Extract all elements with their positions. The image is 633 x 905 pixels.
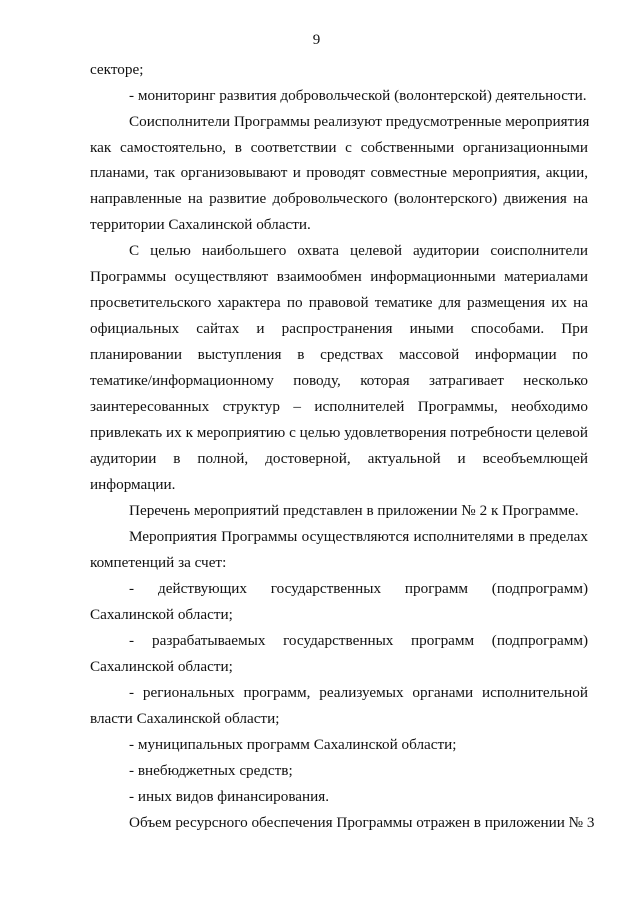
text-line: Перечень мероприятий представлен в приложении № 2 к Программе.	[129, 502, 579, 519]
text-line: просветительского характера по правовой тематике для размещения их на	[90, 294, 588, 311]
text-line: Объем ресурсного обеспечения Программы отражен в приложении № 3	[129, 814, 595, 831]
text-line: планировании выступления в средствах массовой информации по	[90, 346, 588, 363]
text-line: информации.	[90, 476, 176, 493]
text-line: действующих государственных программ (подпрограмм)	[158, 580, 588, 597]
text-line: Мероприятия Программы осуществляются исполнителями в пределах	[129, 528, 588, 545]
list-dash: -	[129, 580, 135, 597]
text-line: аудитории в полной, достоверной, актуальной и всеобъемлющей	[90, 450, 588, 467]
text-line: - региональных программ, реализуемых органами исполнительной	[129, 684, 588, 701]
text-line: власти Сахалинской области;	[90, 710, 280, 727]
list-dash: -	[129, 632, 135, 649]
text-line: территории Сахалинской области.	[90, 216, 311, 233]
text-line: - внебюджетных средств;	[129, 762, 293, 779]
text-line: секторе;	[90, 61, 144, 78]
text-line: - муниципальных программ Сахалинской области;	[129, 736, 457, 753]
text-line: Сахалинской области;	[90, 658, 233, 675]
text-line: - иных видов финансирования.	[129, 788, 330, 805]
text-line: направленные на развитие добровольческого (волонтерского) движения на	[90, 190, 588, 207]
page-number: 9	[312, 32, 321, 48]
text-line: Сахалинской области;	[90, 606, 233, 623]
text-line: планами, так организовывают и проводят совместные мероприятия, акции,	[90, 164, 588, 181]
text-line: заинтересованных структур – исполнителей Программы, необходимо	[90, 398, 588, 415]
text-line: официальных сайтах и распространения иными способами. При	[90, 320, 588, 337]
text-line: тематике/информационному поводу, которая затрагивает несколько	[90, 372, 588, 389]
text-line: как самостоятельно, в соответствии с собственными организационными	[90, 139, 588, 156]
text-line: Соисполнители Программы реализуют предусмотренные мероприятия	[129, 113, 590, 130]
text-line: Программы осуществляют взаимообмен информационными материалами	[90, 268, 588, 285]
text-line: компетенций за счет:	[90, 554, 227, 571]
text-line: - мониторинг развития добровольческой (волонтерской) деятельности.	[129, 87, 587, 104]
text-line: разрабатываемых государственных программ (подпрограмм)	[152, 632, 588, 649]
text-line: С целью наибольшего охвата целевой аудитории соисполнители	[129, 242, 588, 259]
text-line: привлекать их к мероприятию с целью удовлетворения потребности целевой	[90, 424, 588, 441]
